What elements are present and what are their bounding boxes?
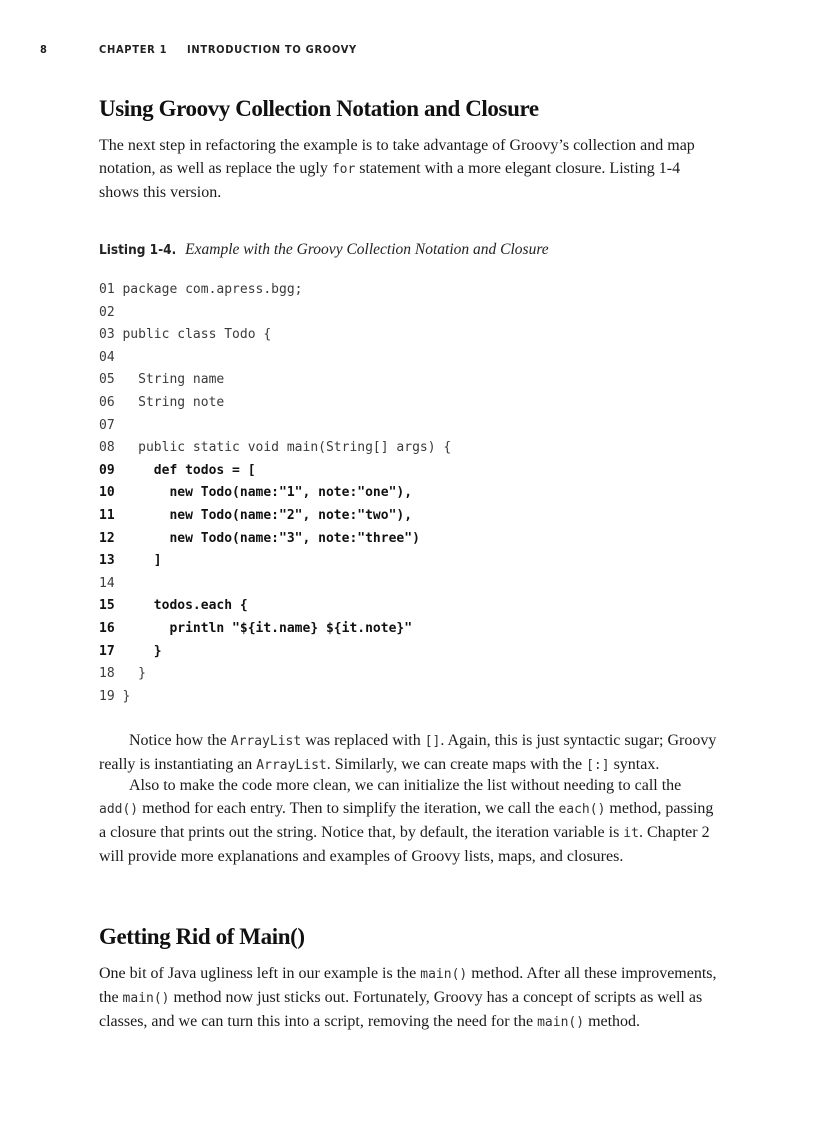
code-line: 01 package com.apress.bgg; [99, 282, 303, 297]
code-line: 13 ] [99, 553, 162, 569]
intro-paragraph: The next step in refactoring the example is to take advantage of Groovy’s collection and map notation, as well as replace the ugly for statement with a more elegant closure. Listing 1-4 shows this version. [99, 137, 695, 201]
code-line: 19 } [99, 688, 131, 704]
code-line: 10 new Todo(name:"1", note:"one"), [99, 485, 413, 501]
code-line: 02 [99, 304, 115, 320]
section-heading-main: Getting Rid of Main() [99, 924, 305, 949]
code-listing [99, 279, 451, 708]
code-line: 14 [99, 575, 115, 591]
paragraph-main: One bit of Java ugliness left in our example is the main() method. After all these improvements, the main() method now just sticks out. Fortunately, Groovy has a concept of scripts as well as classes, and we can turn this into a script, removing the need for the main() method. [99, 965, 717, 1030]
paragraph-closure: Also to make the code more clean, we can initialize the list without needing to call the add() method for each entry. Then to simplify the iteration, we call the each() method, passing a closure that prints out the string. Notice that, by default, the iteration variable is it. Chapter 2 will provide more explanations and examples of Groovy lists, maps, and closures. [99, 777, 714, 865]
code-line: 17 } [99, 643, 162, 659]
code-line: 18 } [99, 666, 146, 682]
code-line: 12 new Todo(name:"3", note:"three") [99, 530, 420, 546]
code-line: 05 String name [99, 372, 225, 388]
code-line: 06 String note [99, 394, 225, 410]
code-line: 08 public static void main(String[] args) { [99, 440, 452, 456]
listing-title: Example with the Groovy Collection Notation and Closure [185, 241, 549, 258]
code-line: 09 def todos = [ [99, 462, 256, 478]
page-number: 8 [40, 43, 48, 56]
code-line: 16 println "${it.name} ${it.note}" [99, 620, 413, 636]
code-line: 04 [99, 349, 115, 365]
code-line: 15 todos.each { [99, 598, 248, 614]
paragraph-arraylist: Notice how the ArrayList was replaced with []. Again, this is just syntactic sugar; Groovy really is instantiating an ArrayList. Similarly, we can create maps with the [:] syntax. [99, 732, 717, 773]
listing-caption [99, 240, 549, 259]
chapter-title: INTRODUCTION TO GROOVY [187, 43, 357, 56]
code-line: 11 new Todo(name:"2", note:"two"), [99, 507, 413, 523]
section-heading-collection-notation: Using Groovy Collection Notation and Closure [99, 96, 539, 121]
code-line: 07 [99, 417, 115, 433]
chapter-label: CHAPTER 1 [99, 43, 168, 56]
code-line: 03 public class Todo { [99, 327, 272, 343]
listing-label: Listing 1-4. [99, 242, 177, 258]
